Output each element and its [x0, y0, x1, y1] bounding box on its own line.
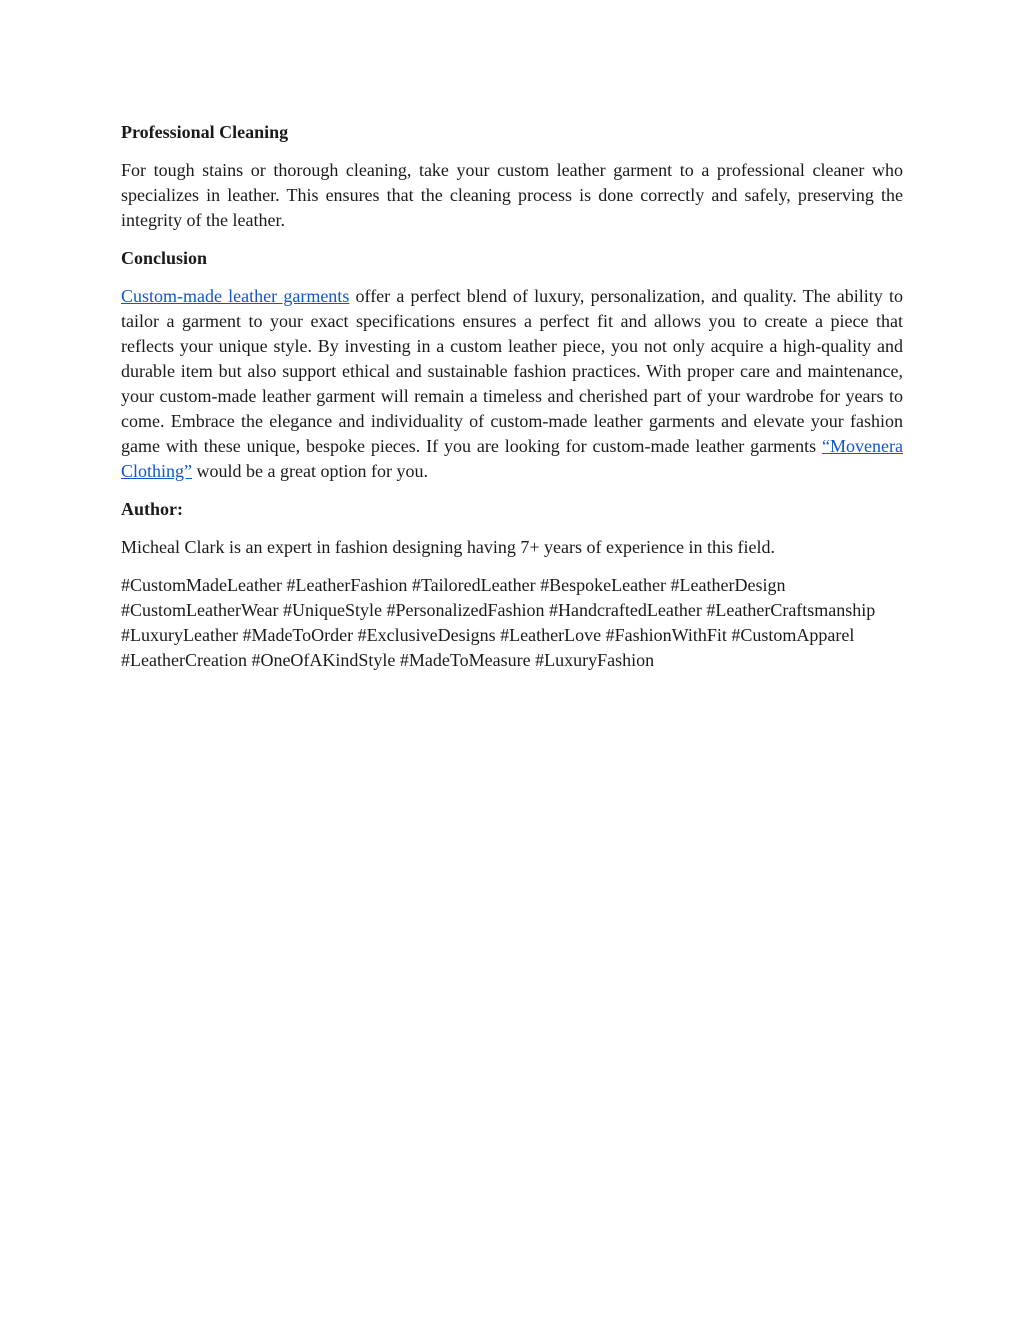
conclusion-text-part2: would be a great option for you. [192, 461, 428, 481]
movenera-clothing-link[interactable]: “Movenera Clothing” [121, 436, 903, 481]
custom-made-leather-garments-link[interactable]: Custom-made leather garments [121, 286, 350, 306]
paragraph-conclusion [121, 284, 903, 484]
paragraph-hashtags: #CustomMadeLeather #LeatherFashion #TailoredLeather #BespokeLeather #LeatherDesign #CustomLeatherWear #UniqueStyle #PersonalizedFashion #HandcraftedLeather #LeatherCraftsmanship #LuxuryLeather #MadeToOrder #ExclusiveDesigns #LeatherLove #FashionWithFit #CustomApparel #LeatherCreation #OneOfAKindStyle #MadeToMeasure #LuxuryFashion [121, 575, 876, 670]
heading-author: Author: [121, 499, 183, 519]
document-page [121, 120, 903, 673]
heading-conclusion: Conclusion [121, 248, 208, 268]
heading-professional-cleaning: Professional Cleaning [121, 122, 289, 142]
paragraph-professional-cleaning: For tough stains or thorough cleaning, take your custom leather garment to a professional cleaner who specializes in leather. This ensures that the cleaning process is done correctly and safely, preserving the integrity of the leather. [121, 160, 903, 230]
paragraph-author: Micheal Clark is an expert in fashion designing having 7+ years of experience in this field. [121, 537, 775, 557]
conclusion-text-part1: offer a perfect blend of luxury, personalization, and quality. The ability to tailor a garment to your exact specifications ensures a perfect fit and allows you to create a piece that reflects your unique style. By investing in a custom leather piece, you not only acquire a high-quality and durable item but also support ethical and sustainable fashion practices. With proper care and maintenance, your custom-made leather garment will remain a timeless and cherished part of your wardrobe for years to come. Embrace the elegance and individuality of custom-made leather garments and elevate your fashion game with these unique, bespoke pieces. If you are looking for custom-made leather garments [121, 286, 903, 456]
